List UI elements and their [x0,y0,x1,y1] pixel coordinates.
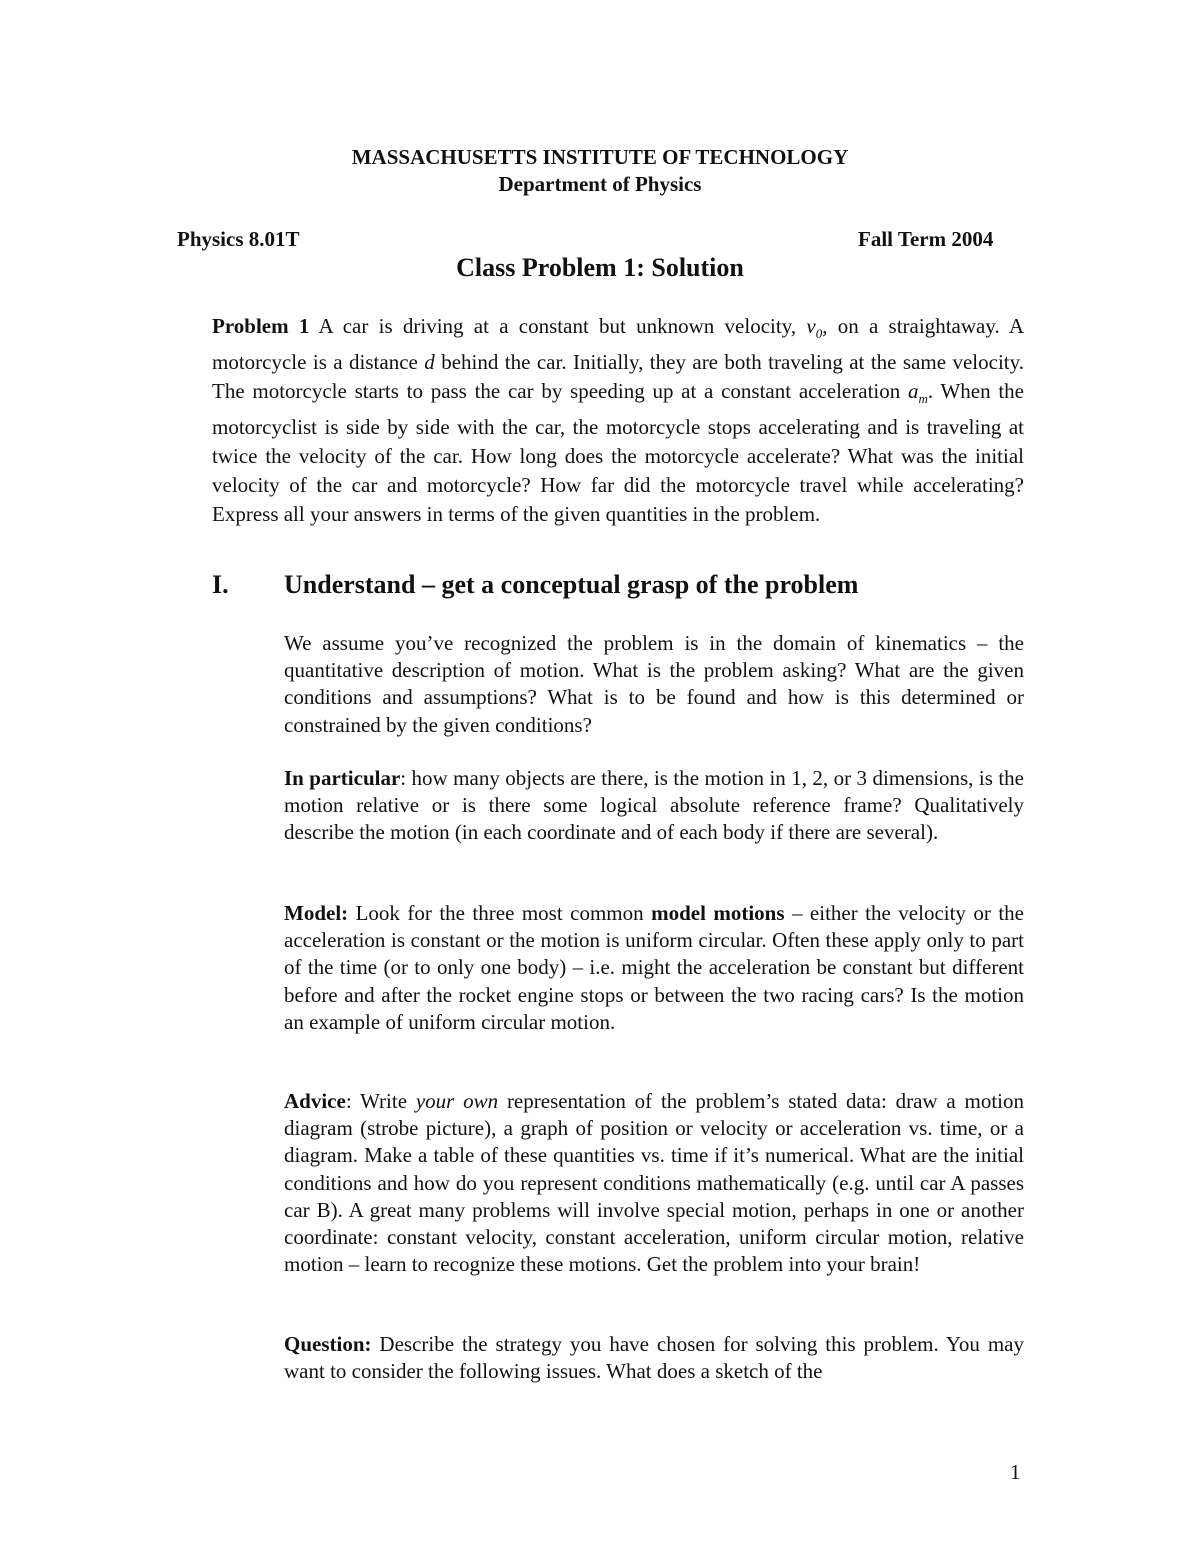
model-text-b: – either the velocity or the acceleration is constant or the motion is uniform circular. Often these apply only to part of the time (or to only one body) – i.e. might the acceleration be constant but different before and after the rocket engine stops or between the two racing cars? Is the motion an example of uniform circular motion. [284,901,1024,1034]
problem-statement [212,312,1024,529]
advice-text-a: : Write [345,1089,416,1113]
section-number: I. [212,570,229,599]
model-motions-term: model motions [651,901,785,925]
problem-text-c: behind the car. Initially, they are both traveling at the same velocity. The motorcycle starts to pass the car by speeding up at a constant acceleration [212,350,1024,403]
problem-text-a: A car is driving at a constant but unknown velocity, [309,314,807,338]
question-label: Question: [284,1332,372,1356]
model-paragraph [284,900,1024,1036]
model-text-a: Look for the three most common [348,901,652,925]
question-text: Describe the strategy you have chosen for solving this problem. You may want to consider the following issues. What does a sketch of the [284,1332,1024,1384]
course-label: Physics 8.01T [177,227,300,251]
problem-text-d: . When the motorcyclist is side by side with the car, the motorcycle stops accelerating and is traveling at twice the velocity of the car. How long does the motorcycle accelerate? What was the initial velocity of the car and motorcycle? How far did the motorcycle travel while accelerating? Express all your answers in terms of the given quantities in the problem. [212,379,1024,526]
institution-name: MASSACHUSETTS INSTITUTE OF TECHNOLOGY [351,145,849,169]
velocity-subscript: 0 [815,326,823,341]
understand-paragraph: We assume you’ve recognized the problem is in the domain of kinematics – the quantitative description of motion. What is the problem asking? What are the given conditions and assumptions? What is to be found and how is this determined or constrained by the given conditions? [284,631,1024,737]
advice-text-b: representation of the problem’s stated data: draw a motion diagram (strobe picture), a graph of position or velocity or acceleration vs. time, or a diagram. Make a table of these quantities vs. time if it’s numerical. What are the initial conditions and how do you represent conditions mathematically (e.g. until car A passes car B). A great many problems will involve special motion, perhaps in one or another coordinate: constant velocity, constant acceleration, uniform circular motion, relative motion – learn to recognize these motions. Get the problem into your brain! [284,1089,1024,1277]
problem-text-b: , on a straightaway. A motorcycle is a distance [212,314,1024,374]
acceleration-symbol: a [907,379,919,403]
page-title: Class Problem 1: Solution [456,253,744,282]
distance-symbol: d [424,350,435,374]
acceleration-subscript: m [918,391,928,406]
term-label: Fall Term 2004 [858,227,994,251]
in-particular-text: : how many objects are there, is the motion in 1, 2, or 3 dimensions, is the motion relative or is there some logical absolute reference frame? Qualitatively describe the motion (in each coordinate and of each body if there are several). [284,766,1024,845]
advice-label: Advice [284,1089,346,1113]
department-name: Department of Physics [498,172,702,196]
model-label: Model: [284,901,349,925]
page-number: 1 [1010,1460,1021,1484]
question-paragraph [284,1331,1024,1385]
advice-emphasis: your own [415,1089,499,1113]
in-particular-paragraph [284,765,1024,847]
advice-paragraph [284,1088,1024,1278]
problem-label: Problem 1 [212,314,310,338]
velocity-symbol: v [806,314,816,338]
section-title: Understand – get a conceptual grasp of the problem [284,570,859,599]
in-particular-label: In particular [284,766,401,790]
